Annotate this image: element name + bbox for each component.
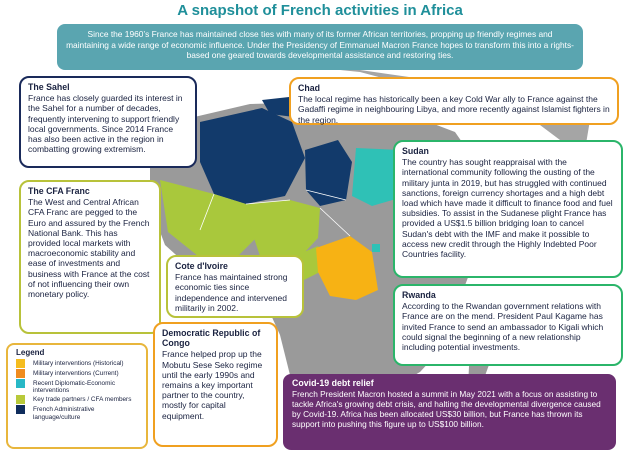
- legend-item: [16, 370, 138, 378]
- legend-swatch: [16, 369, 25, 378]
- legend-swatch: [16, 395, 25, 404]
- region-teal-rwanda: [372, 244, 380, 252]
- chad-box: [289, 77, 619, 125]
- page-title: A snapshot of French activities in Africa: [177, 2, 463, 19]
- map-legend: [6, 343, 148, 449]
- legend-label: Military interventions (Historical): [33, 360, 124, 367]
- legend-label: Military interventions (Current): [33, 370, 119, 377]
- legend-item: [16, 396, 138, 404]
- rwanda-heading: Rwanda: [402, 290, 436, 300]
- sudan-box: [393, 140, 623, 278]
- cote-divoire-box: [166, 255, 304, 318]
- drc-heading: Democratic Republic of Congo: [162, 328, 261, 349]
- cote-divoire-text: France has maintained strong economic ties since independence and intervened militarily in 2002.: [175, 272, 288, 313]
- drc-box: [153, 322, 278, 447]
- legend-label: French Administrative language/culture: [33, 406, 95, 421]
- legend-swatch: [16, 379, 25, 388]
- cote-divoire-heading: Cote d'Ivoire: [175, 261, 228, 271]
- sahel-heading: The Sahel: [28, 82, 70, 92]
- sahel-text: France has closely guarded its interest in the Sahel for a number of decades, frequently intervening to support friendly local governments. Since 2014 France has also been active in the region in combatting growing extremism.: [28, 93, 183, 155]
- legend-label: Recent Diplomatic-Economic interventions: [33, 380, 116, 395]
- sudan-heading: Sudan: [402, 146, 429, 156]
- drc-text: France helped prop up the Mobutu Sese Seko regime until the early 1990s and remains a key important partner to the country, mostly for capital equipment.: [162, 349, 263, 421]
- legend-swatch: [16, 359, 25, 368]
- legend-title: Legend: [16, 348, 45, 357]
- cfa-text: The West and Central African CFA Franc are pegged to the Euro and assured by the French National Bank. This has provided local markets with macroeconomic stability and ease of investments and business with France at the cost of not influencing their own monetary policy.: [28, 197, 150, 300]
- intro-banner: Since the 1960’s France has maintained close ties with many of its former African territories, propping up friendly regimes and maintaining a wide range of economic influence. Under the Presidency of Emmanuel Macron France hopes to transform this into a rights-based one geared towards developmental assistance and restoring ties.: [57, 24, 583, 70]
- rwanda-text: According to the Rwandan government relations with France are on the mend. President Paul Kagame has invited France to send an ambassador to Kigali which could signal the beginning of a new relationship including potential investments.: [402, 301, 604, 353]
- legend-item: [16, 380, 138, 394]
- cfa-box: [19, 180, 161, 334]
- covid-debt-relief-box: [283, 374, 616, 450]
- sudan-text: The country has sought reappraisal with the international community following the ousting of the military junta in 2019, but has struggled with continued sanctions, foreign currency shortages and a high debt load which have made it difficult to finance food and fuel subsidies. To assist in the Sudanese plight France has provided a US$1.5 billion bridging loan to cancel Sudan's debt with the IMF and make it possible to access new credit through the Highly Indebted Poor Countries facility.: [402, 157, 613, 260]
- legend-item: [16, 406, 138, 420]
- legend-label: Key trade partners / CFA members: [33, 396, 132, 404]
- cfa-heading: The CFA Franc: [28, 186, 90, 196]
- legend-item: [16, 360, 138, 368]
- legend-swatch: [16, 405, 25, 414]
- chad-heading: Chad: [298, 83, 320, 93]
- rwanda-box: [393, 284, 623, 366]
- covid-heading: Covid-19 debt relief: [292, 378, 374, 388]
- chad-text: The local regime has historically been a key Cold War ally to France against the Gadaffi regime in neighbouring Libya, and more recently against Islamist fighters in the region.: [298, 94, 610, 125]
- sahel-box: [19, 76, 197, 168]
- covid-text: French President Macron hosted a summit in May 2021 with a focus on assisting to tackle Africa's growing debt crisis, and halting the developmental divergence caused by Covid-19. Africa has been allocated US$30 billion, but France has thrown its support into pushing this figure up to US$100 billion.: [292, 389, 601, 429]
